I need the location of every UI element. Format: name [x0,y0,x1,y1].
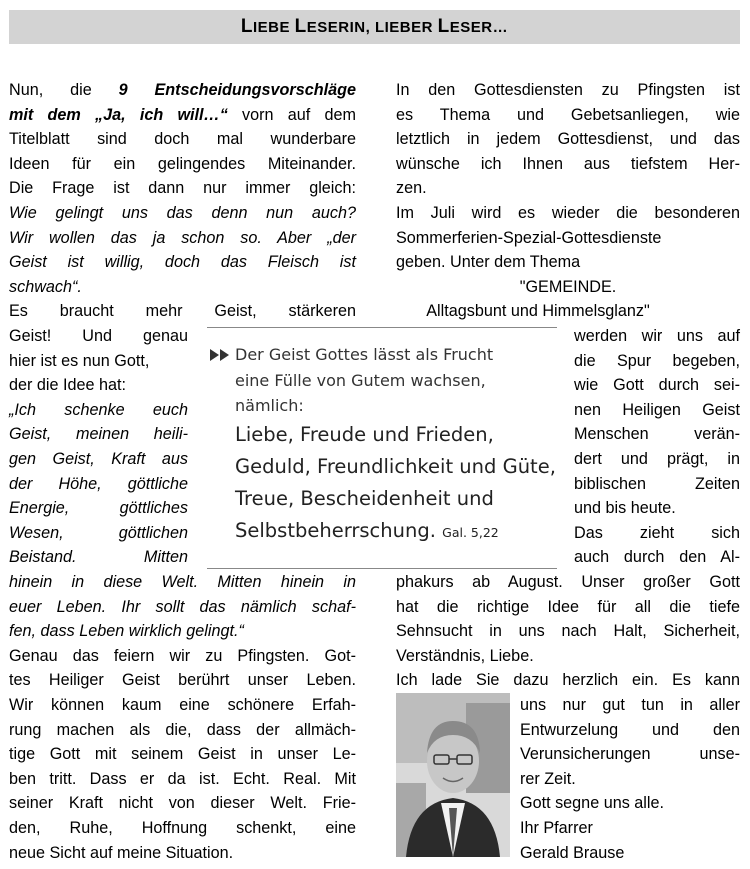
text-line: „Ich schenke euch [9,400,188,419]
text-line: mit dem „Ja, ich will…“ vorn auf dem [9,105,356,124]
text-line: auch durch den Al- [574,548,740,567]
quote-line: Treue, Bescheidenheit und [235,486,494,510]
text-line: Gott segne uns alle. [520,794,664,813]
text-line: werden wir uns auf [574,327,740,345]
text-line: ben tritt. Dass er da ist. Echt. Real. Mit [9,769,356,788]
text-line: Im Juli wird es wieder die besonderen [396,203,740,222]
text-line: tige Gott mit seinem Geist in unser Le- [9,745,356,764]
text-line: wie Gott durch sei- [574,376,740,395]
author-name: Gerald Brause [520,843,625,862]
text-line: Titelblatt sind doch mal wunderbare [9,130,356,149]
text-line: wünsche ich Ihnen aus tiefstem Her- [396,154,740,173]
right-column [396,78,740,299]
text-line: hinein in diese Welt. Mitten hinein in [9,573,356,591]
text-line: Menschen verän- [574,425,740,444]
text-line: Ich lade Sie dazu herzlich ein. Es kann [396,671,740,690]
text-line: rer Zeit. [520,769,576,788]
text-line: Das zieht sich [574,523,740,542]
text-line: Energie, göttliches [9,499,188,518]
quote-text [235,342,556,549]
text-line: fen, dass Leben wirklich gelingt.“ [9,622,244,641]
text-line: Geist ist willig, doch das Fleisch ist [9,253,356,272]
text-line: den, Ruhe, Hoffnung schenkt, eine [9,818,356,837]
heading-part: ESERIN, LIEBER [306,19,438,36]
text-line: es Thema und Gebetsanliegen, wie [396,105,740,124]
text-line: hier ist es nun Gott, [9,351,150,370]
text-line: Entwurzelung und den [520,720,740,739]
text-line: neue Sicht auf meine Situation. [9,843,234,862]
left-column-narrow [9,324,188,570]
text-line: gen Geist, Kraft aus [9,449,188,468]
right-column-bottom [396,570,740,693]
pastor-photo [396,693,510,857]
text-line: dert und prägt, in [574,449,740,468]
text-line: biblischen Zeiten [574,474,740,493]
heading-part: IEBE [252,19,295,36]
text-line: Ihr Pfarrer [520,818,593,837]
quote-reference: Gal. 5,22 [442,524,499,540]
left-column [9,78,356,324]
text-line: nen Heiligen Geist [574,400,740,419]
heading-initial: L [240,16,253,37]
text-line: phakurs ab August. Unser großer Gott [396,573,740,591]
theme-line [396,299,740,324]
text-line: Ideen für ein gelingendes Miteinander. [9,154,356,173]
text-line: Die Frage ist dann nur immer gleich: [9,179,356,198]
quote-line: Geduld, Freundlichkeit und Güte, [235,454,556,478]
text-line: der die Idee hat: [9,376,126,395]
text-line: "GEMEINDE. [519,277,617,296]
article-heading [9,10,740,44]
text-line: Alltagsbunt und Himmelsglanz" [426,302,650,320]
text-line: Geist! Und genau [9,327,188,345]
text-line: Geist, meinen heili- [9,425,188,444]
quote-line: nämlich: [235,396,304,416]
text-line: zen. [396,179,427,198]
text-line: Verständnis, Liebe. [396,646,534,665]
text-line: Sommerferien-Spezial-Gottesdienste [396,228,662,247]
heading-initial: L [294,16,307,37]
text-line: Beistand. Mitten [9,548,188,567]
left-column-bottom [9,570,356,865]
text-line: Wesen, göttlichen [9,523,188,542]
text-line: Verunsicherungen unse- [520,745,740,764]
text-line: und bis heute. [574,499,676,518]
text-line: geben. Unter dem Thema [396,253,581,272]
right-column-narrow [574,324,740,570]
text-line: Genau das feiern wir zu Pfingsten. Got- [9,646,356,665]
text-line: rung machen als die, dass der allmäch- [9,720,356,739]
text-line: seiner Kraft nicht von dieser Welt. Frie- [9,794,356,813]
text-line: Sehnsucht in uns nach Halt, Sicherheit, [396,622,740,641]
text-line: der Höhe, göttliche [9,474,188,493]
text-line: euer Leben. Ihr sollt das nämlich schaf- [9,597,356,616]
text-line: tes Heiliger Geist berührt unser Leben. [9,671,356,690]
text-line: Wir können kaum eine schönere Erfah- [9,695,356,714]
text-line: die Spur begeben, [574,351,740,370]
text-line: Nun, die 9 Entscheidungsvorschläge [9,81,356,99]
heading-part: ESER… [449,19,509,36]
double-arrow-icon [210,348,232,367]
text-line: Wir wollen das ja schon so. Aber „der [9,228,356,247]
quote-line: Der Geist Gottes lässt als Frucht [235,345,494,364]
text-line: hat die richtige Idee für all die tiefe [396,597,740,616]
quote-line: Selbstbeherrschung. Gal. 5,22 [235,518,499,542]
text-line: letztlich in jedem Gottesdienst, und das [396,130,740,149]
text-line: Wie gelingt uns das denn nun auch? [9,203,356,222]
quote-line: eine Fülle von Gutem wachsen, [235,370,486,390]
bible-quote-box [207,327,557,569]
text-line: In den Gottesdiensten zu Pfingsten ist [396,81,740,99]
text-line: schwach“. [9,277,82,296]
right-column-signature [520,693,740,865]
text-line: uns nur gut tun in aller [520,696,740,714]
text-line: Es braucht mehr Geist, stärkeren [9,302,356,321]
portrait-image [396,693,510,857]
heading-initial: L [437,16,450,37]
quote-line: Liebe, Freude und Frieden, [235,422,494,446]
